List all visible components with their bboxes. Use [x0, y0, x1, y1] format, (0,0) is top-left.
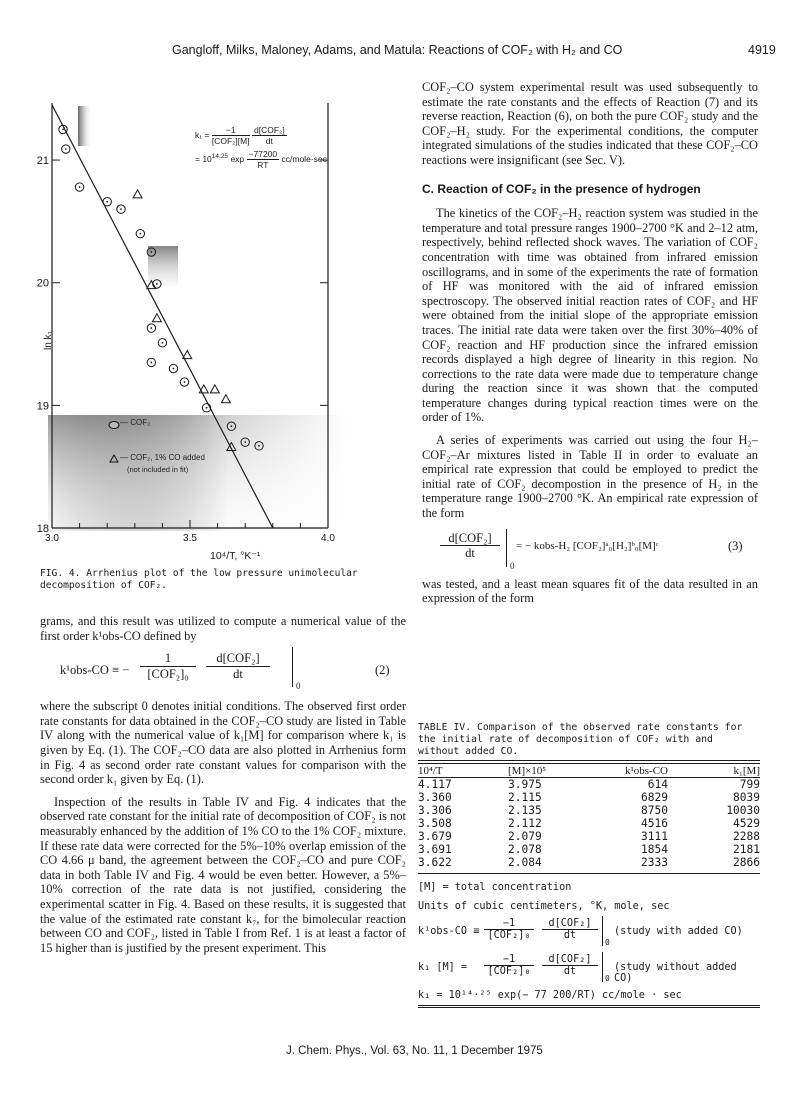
- table-cell: 3.508: [418, 817, 452, 830]
- paragraph: The kinetics of the COF₂–H₂ reaction system was studied in the temperature and total pressure ranges 1900–2700 °K and 2–12 atm, respectively, behind reflected shock waves. The variation of COF₂ concentration with time was obtained from infrared emission oscillograms, and in some of the experiments the rate of formation of HF was monitored with the aid of infrared emission spectroscopy. The observed initial reaction rates of COF₂ and HF were obtained from the initial slope of the appropriate emission traces. The initial rate data were taken over the first 30%–40% of COF₂ reaction and HF production since the infrared emission records displayed a high degree of linearity in this region. No corrections to the rate data were made due to temperature change during the reaction since it was shown that the computed temperature changes during typical reaction times were on the order of 1%.: [422, 206, 758, 425]
- column-header: k₁[M]: [733, 764, 760, 777]
- paragraph: Inspection of the results in Table IV and Fig. 4 indicates that the observed rate constant for the initial rate of decomposition of COF₂ is not measurably enhanced by the addition of 1% CO to the 1% COF₂ mixture. If these rate data were corrected for the 5%–10% overlap emission of the CO 4.66 μ band, the agreement between the COF₂–CO and pure COF₂ data in both Table IV and Fig. 4 would be even better. However, a 5%–10% correction of the rate data is not justified, considering the experimental scatter in Fig. 4. Based on these results, it is suggested that the value of the estimated rate constant k₇, for the bimolecular reaction between CO and COF₂, listed in Table I from Ref. 1 is at least a factor of 15 higher than is justified by the present experiment. This: [40, 794, 406, 955]
- table-cell: 2333: [641, 856, 668, 869]
- data-point-triangle: [221, 395, 230, 403]
- table-cell: 4.117: [418, 778, 452, 791]
- legend-circle-marker: [109, 422, 119, 429]
- data-markers: [59, 125, 263, 450]
- data-point-center: [139, 233, 141, 235]
- figure-caption: FIG. 4. Arrhenius plot of the low pressure unimolecular decomposition of COF₂.: [40, 568, 358, 591]
- table-cell: 10030: [726, 804, 760, 817]
- table-cell: 3.360: [418, 791, 452, 804]
- table-cell: 2.112: [508, 817, 542, 830]
- equation-2: k¹obs-CO ≡ − 1 [COF₂]₀ d[COF₂] dt 0 (2): [40, 647, 406, 697]
- table-cell: 3.975: [508, 778, 542, 791]
- x-tick-label: 3.0: [45, 533, 59, 544]
- table-note-eq-k1: k₁ [M] = −1 [COF₂]₀ d[COF₂] dt 0 (study without added CO): [418, 954, 737, 984]
- x-axis-label: 10⁴/T, °K⁻¹: [210, 550, 261, 562]
- data-point-center: [206, 407, 208, 409]
- table-cell: 6829: [641, 791, 668, 804]
- legend-note: (not included in fit): [127, 465, 189, 474]
- table-row: [418, 778, 760, 792]
- data-point-center: [150, 327, 152, 329]
- data-point-triangle: [152, 314, 161, 322]
- table-row: [418, 791, 760, 804]
- table-row: [418, 856, 760, 869]
- table-cell: 3.306: [418, 804, 452, 817]
- data-point-center: [244, 441, 246, 443]
- table-cell: 3.679: [418, 830, 452, 843]
- table-cell: 2288: [733, 830, 760, 843]
- table-4-grid: [418, 764, 760, 869]
- table-caption: TABLE IV. Comparison of the observed rate constants for the initial rate of decomposition of COF₂ with and without added CO.: [418, 722, 760, 761]
- data-point-center: [162, 342, 164, 344]
- table-cell: 2.079: [508, 830, 542, 843]
- left-column: [40, 614, 406, 955]
- column-header: k¹obs-CO: [624, 764, 668, 777]
- table-cell: 2.078: [508, 843, 542, 856]
- data-point-center: [120, 208, 122, 210]
- table-note: k₁ = 10¹⁴·²⁵ exp(− 77 200/RT) cc/mole · sec: [418, 990, 760, 1008]
- data-point-triangle: [210, 385, 219, 393]
- table-note-eq-kobs: k¹obs-CO ≡ −1 [COF₂]₀ d[COF₂] dt 0 (study with added CO): [418, 918, 743, 947]
- paragraph: A series of experiments was carried out using the four H₂–COF₂–Ar mixtures listed in Table II in order to evaluate an empirical rate expression that could be employed to predict the initial rate of COF₂ decompostion in the presence of H₂ in the temperature range 1900–2700 °K. An empirical rate expression of the form: [422, 433, 758, 521]
- table-cell: 2.135: [508, 804, 542, 817]
- table-cell: 3111: [641, 830, 668, 843]
- running-header: Gangloff, Milks, Maloney, Adams, and Matula: Reactions of COF₂ with H₂ and CO: [172, 43, 623, 57]
- page-number: 4919: [748, 43, 776, 57]
- table-row: [418, 843, 760, 856]
- table-cell: 2181: [733, 843, 760, 856]
- paragraph: where the subscript 0 denotes initial conditions. The observed first order rate constants for data obtained in the COF₂–CO study are listed in Table IV along with the numerical value of k₁[M] for comparison where k₁ is given by Eq. (1). The COF₂–CO data are also plotted in Arrhenius form in Fig. 4 as second order rate constant values for comparison with the second order k₁ given by Eq. (1).: [40, 699, 406, 787]
- table-4: [418, 722, 760, 1008]
- table-row: [418, 804, 760, 817]
- equation-3: d[COF₂] dt 0 = − kobs-H₂ [COF₂]ᵃ₀[H₂]ᵇ₀[M]ᶜ (3): [422, 531, 758, 571]
- figure-4: [36, 78, 410, 568]
- column-header: 10⁴/T: [418, 764, 443, 777]
- table-cell: 3.622: [418, 856, 452, 869]
- data-point-center: [62, 128, 64, 130]
- scan-shadow-spot: [148, 246, 178, 286]
- data-point-center: [106, 201, 108, 203]
- inset-equation: k₁ = −1 [COF₂][M] d[COF₂] dt = $10^{14.25}$ exp $\frac{-77200}{RT}$ cc/mole·sec: [195, 125, 327, 170]
- paragraph: was tested, and a least mean squares fit of the data resulted in an expression of the form: [422, 576, 758, 606]
- scan-shadow-left: [78, 106, 92, 146]
- table-cell: 4529: [733, 817, 760, 830]
- paragraph: COF₂–CO system experimental result was used subsequently to estimate the rate constants and the effects of Reaction (7) and its reverse reaction, Reaction (6), on both the pure COF₂ study and the COF₂–H₂ study. For the experimental conditions, the computer integrated simulations of the studies indicated that these COF₂–CO reactions were insignificant (see Sec. V).: [422, 80, 758, 167]
- y-tick-label: 19: [36, 400, 49, 413]
- table-note: [M] = total concentration: [418, 882, 572, 893]
- table-cell: 2866: [733, 856, 760, 869]
- table-row: [418, 817, 760, 830]
- data-point-center: [156, 283, 158, 285]
- x-tick-label: 4.0: [321, 533, 335, 544]
- table-body: [418, 778, 760, 870]
- x-tick-label: 3.5: [183, 533, 197, 544]
- y-tick-label: 20: [36, 277, 49, 290]
- table-header-row: [418, 764, 760, 778]
- paragraph: grams, and this result was utilized to compute a numerical value of the first order k¹obs-CO defined by: [40, 614, 406, 643]
- table-cell: 2.084: [508, 856, 542, 869]
- y-tick-label: 21: [36, 155, 49, 168]
- section-heading: C. Reaction of COF₂ in the presence of hydrogen: [422, 181, 701, 196]
- y-tick-label: 18: [36, 523, 49, 535]
- table-cell: 1854: [641, 843, 668, 856]
- table-cell: 8039: [733, 791, 760, 804]
- table-cell: 2.115: [508, 791, 542, 804]
- data-point-center: [150, 362, 152, 364]
- table-cell: 614: [647, 778, 668, 791]
- table-note: Units of cubic centimeters, °K, mole, sec: [418, 901, 670, 912]
- right-column: [422, 80, 758, 606]
- legend-item-cof2: — COF₂: [120, 418, 151, 427]
- y-axis-label: ln k₁: [43, 331, 54, 350]
- table-row: [418, 830, 760, 843]
- data-point-center: [150, 251, 152, 253]
- table-cell: 799: [739, 778, 760, 791]
- table-cell: 4516: [641, 817, 668, 830]
- scan-shadow-fade: [48, 415, 348, 531]
- data-point-center: [173, 368, 175, 370]
- legend-item-co-added: — COF₂, 1% CO added: [120, 453, 205, 462]
- data-point-center: [231, 425, 233, 427]
- data-point-center: [65, 148, 67, 150]
- column-header: [M]×10⁵: [508, 764, 547, 777]
- table-cell: 8750: [641, 804, 668, 817]
- data-point-center: [79, 186, 81, 188]
- data-point-center: [184, 381, 186, 383]
- data-point-center: [258, 445, 260, 447]
- footer-citation: J. Chem. Phys., Vol. 63, No. 11, 1 December 1975: [286, 1045, 543, 1057]
- table-cell: 3.691: [418, 843, 452, 856]
- data-point-triangle: [133, 190, 142, 198]
